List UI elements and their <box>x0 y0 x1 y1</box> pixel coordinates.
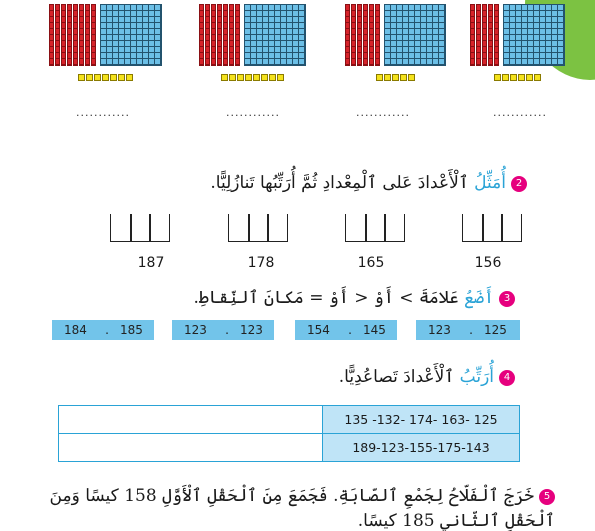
ones-cube <box>384 74 391 81</box>
compare-slot[interactable]: . <box>105 323 109 337</box>
tens-rod <box>49 4 54 66</box>
answer-line-1: ............ <box>76 106 130 119</box>
compare-bar[interactable] <box>52 320 154 340</box>
ones-cube <box>518 74 525 81</box>
tens-rod <box>205 4 210 66</box>
ones-cube <box>78 74 85 81</box>
compare-slot[interactable]: . <box>348 323 352 337</box>
ones-cube <box>102 74 109 81</box>
answer-line-4: ............ <box>493 106 547 119</box>
tens-rod <box>61 4 66 66</box>
ones-cube <box>118 74 125 81</box>
tens-rod <box>67 4 72 66</box>
exercise-text: ٱلْأَعْدادَ تَصاعُدِيًّا. <box>338 367 460 387</box>
ones-cube <box>408 74 415 81</box>
ordering-table <box>58 405 520 462</box>
compare-bar[interactable] <box>172 320 274 340</box>
exercise-text-line-1: خَرَجَ ٱلْفَلّاحُ لِجَمْعِ ٱلصّابَةِ. فَجَمَعَ مِنَ ٱلْحَقْلِ ٱلْأَوَّلِ 158 كيسًا وَمِنَ <box>49 486 534 506</box>
ones-cube <box>376 74 383 81</box>
answer-line-2: ............ <box>226 106 280 119</box>
compare-left-number: 154 <box>307 323 330 337</box>
tens-rod <box>73 4 78 66</box>
tens-rods <box>470 4 499 66</box>
compare-right-number: 125 <box>484 323 507 337</box>
exercise-text: عَلامَةَ > أَوْ < أَوْ = مَكانَ ٱلنِّقاطِ. <box>193 288 465 308</box>
answer-cell[interactable] <box>59 434 323 462</box>
ones-cube <box>502 74 509 81</box>
ones-cube <box>245 74 252 81</box>
abacus-number: 178 <box>247 255 275 271</box>
compare-left-number: 184 <box>64 323 87 337</box>
exercise-number-badge: 2 <box>511 176 527 192</box>
tens-rod <box>217 4 222 66</box>
tens-rod <box>91 4 96 66</box>
ones-cubes <box>78 74 133 81</box>
ones-cube <box>277 74 284 81</box>
compare-bar[interactable] <box>295 320 397 340</box>
ones-cube <box>237 74 244 81</box>
tens-rod <box>79 4 84 66</box>
exercise-number-badge: 4 <box>499 370 515 386</box>
exercise-verb: أُمَثِّلُ <box>474 173 506 193</box>
tens-rod <box>357 4 362 66</box>
ones-cube <box>510 74 517 81</box>
number-sequence-cell: 135 -132- 174- 163- 125 <box>323 406 520 434</box>
exercise-3-instruction <box>193 287 515 308</box>
tens-rod <box>351 4 356 66</box>
tens-rod <box>199 4 204 66</box>
ones-cube <box>494 74 501 81</box>
tens-rod <box>363 4 368 66</box>
tens-rod <box>488 4 493 66</box>
tens-rods <box>345 4 380 66</box>
compare-left-number: 123 <box>428 323 451 337</box>
tens-rod <box>235 4 240 66</box>
number-sequence-cell: 189-123-155-175-143 <box>323 434 520 462</box>
tens-rod <box>482 4 487 66</box>
abacus-box[interactable] <box>345 214 405 242</box>
compare-left-number: 123 <box>184 323 207 337</box>
compare-right-number: 185 <box>120 323 143 337</box>
ones-cubes <box>494 74 541 81</box>
compare-slot[interactable]: . <box>469 323 473 337</box>
ones-cube <box>392 74 399 81</box>
tens-rod <box>85 4 90 66</box>
abacus-number: 187 <box>137 255 165 271</box>
exercise-number-badge: 5 <box>539 489 555 505</box>
abacus-box[interactable] <box>228 214 288 242</box>
answer-line-3: ............ <box>356 106 410 119</box>
ones-cube <box>253 74 260 81</box>
ones-cube <box>261 74 268 81</box>
ones-cube <box>526 74 533 81</box>
ones-cube <box>126 74 133 81</box>
abacus-box[interactable] <box>462 214 522 242</box>
ones-cubes <box>376 74 415 81</box>
tens-rod <box>345 4 350 66</box>
ones-cube <box>269 74 276 81</box>
exercise-text: ٱلْأَعْدادَ عَلى ٱلْمِعْدادِ ثُمَّ أُرَتِّبُها تَنازُلِيًّا. <box>210 173 475 193</box>
tens-rods <box>49 4 96 66</box>
tens-rod <box>470 4 475 66</box>
compare-right-number: 123 <box>240 323 263 337</box>
exercise-verb: أُرَتِّبُ <box>459 367 494 387</box>
abacus-number: 156 <box>474 255 502 271</box>
exercise-5-text <box>50 485 555 506</box>
hundreds-square <box>384 4 446 66</box>
tens-rod <box>223 4 228 66</box>
compare-right-number: 145 <box>363 323 386 337</box>
ones-cube <box>400 74 407 81</box>
tens-rod <box>476 4 481 66</box>
ones-cube <box>229 74 236 81</box>
ones-cube <box>86 74 93 81</box>
exercise-2-instruction <box>210 172 527 193</box>
tens-rod <box>55 4 60 66</box>
table-row <box>59 434 520 462</box>
exercise-4-instruction <box>339 366 515 387</box>
tens-rod <box>375 4 380 66</box>
abacus-number: 165 <box>357 255 385 271</box>
ones-cubes <box>221 74 284 81</box>
tens-rod <box>494 4 499 66</box>
compare-bar[interactable] <box>416 320 520 340</box>
compare-slot[interactable]: . <box>225 323 229 337</box>
exercise-verb: أَضَعُ <box>464 288 494 308</box>
ones-cube <box>94 74 101 81</box>
answer-cell[interactable] <box>59 406 323 434</box>
abacus-box[interactable] <box>110 214 170 242</box>
table-row <box>59 406 520 434</box>
tens-rod <box>229 4 234 66</box>
tens-rod <box>369 4 374 66</box>
tens-rod <box>211 4 216 66</box>
ones-cube <box>110 74 117 81</box>
tens-rods <box>199 4 240 66</box>
exercise-5-text-line-2: ٱلْحَقْلِ ٱلثّاني 185 كيسًا. <box>357 511 555 531</box>
ones-cube <box>221 74 228 81</box>
ones-cube <box>534 74 541 81</box>
hundreds-square <box>244 4 306 66</box>
hundreds-square <box>503 4 565 66</box>
hundreds-square <box>100 4 162 66</box>
exercise-number-badge: 3 <box>499 291 515 307</box>
